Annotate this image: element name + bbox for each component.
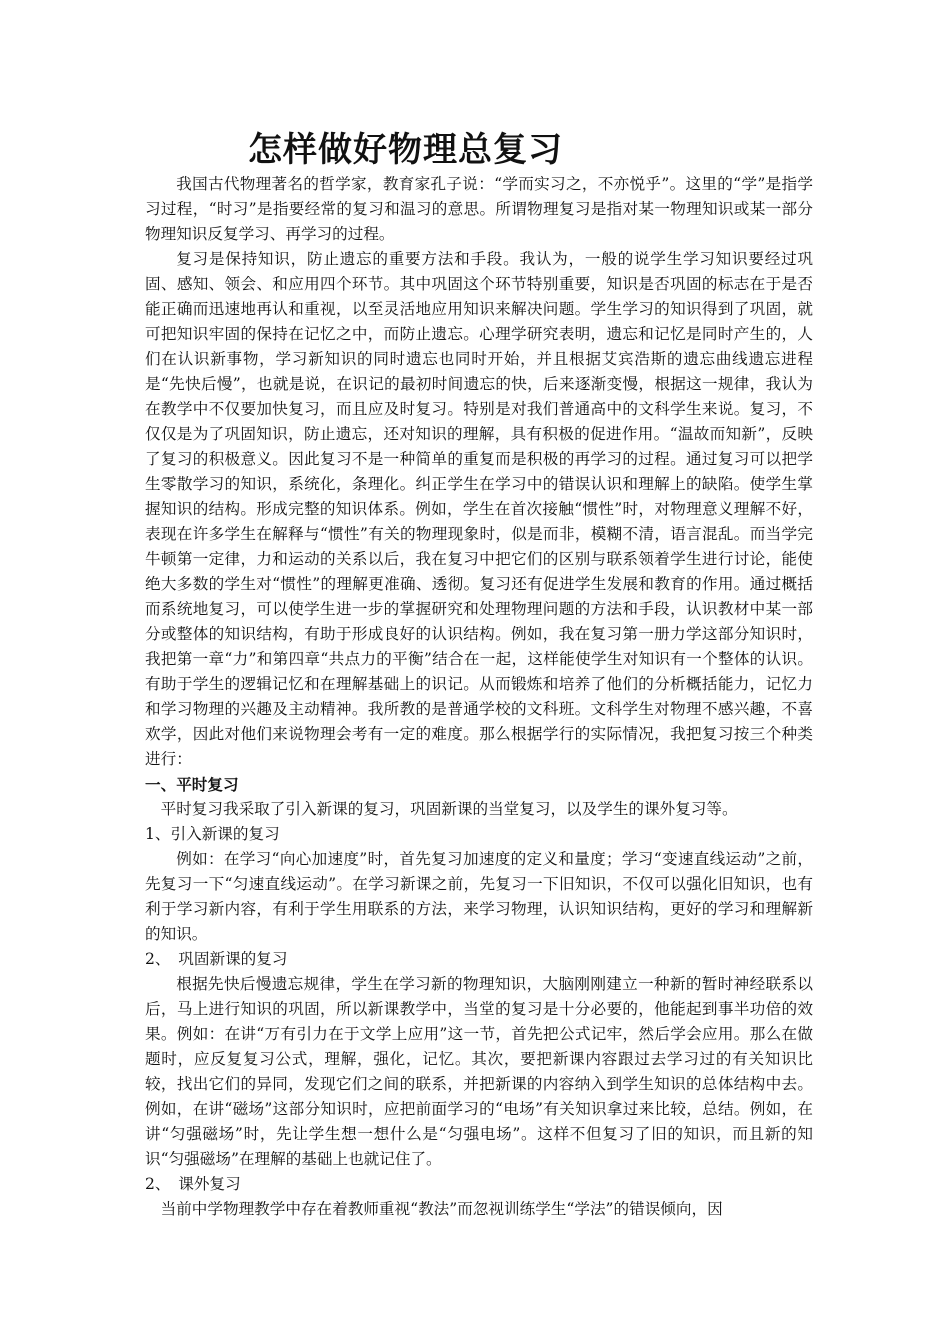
paragraph-consolidate-review: 根据先快后慢遗忘规律，学生在学习新的物理知识，大脑刚刚建立一种新的暂时神经联系以后，马上进行知识的巩固，所以新课教学中，当堂的复习是十分必要的，他能起到事半功倍的效果。例如：在讲“万有引力在于文学上应用”这一节，首先把公式记牢，然后学会应用。那么在做题时，应反复复习公式，理解，强化，记忆。其次，要把新课内容跟过去学习过的有关知识比较，找出它们的异同，发现它们之间的联系，并把新课的内容纳入到学生知识的总体结构中去。例如，在讲“磁场”这部分知识时，应把前面学习的“电场”有关知识拿过来比较，总结。例如，在讲“匀强磁场”时，先让学生想一想什么是“匀强电场”。这样不但复习了旧的知识，而且新的知识“匀强磁场”在理解的基础上也就记住了。: [145, 975, 813, 1168]
document-title: 怎样做好物理总复习: [248, 130, 563, 170]
paragraph-extracurricular-review: 当前中学物理教学中存在着教师重视“教法”而忽视训练学生“学法”的错误倾向，因: [160, 1200, 723, 1218]
paragraph-intro: 我国古代物理著名的哲学家，教育家孔子说：“学而实习之，不亦悦乎”。这里的“学”是指学习过程，“时习”是指要经常的复习和温习的意思。所谓物理复习是指对某一物理知识或某一部分物理知识反复学习、再学习的过程。: [145, 175, 813, 243]
section-heading-regular-review: 一、平时复习: [145, 775, 239, 794]
subheading-consolidate-review: 2、 巩固新课的复习: [145, 950, 288, 968]
document-body: [145, 172, 813, 1222]
paragraph-regular-review: 平时复习我采取了引入新课的复习，巩固新课的当堂复习，以及学生的课外复习等。: [160, 800, 738, 818]
subheading-intro-review: 1、引入新课的复习: [145, 825, 280, 843]
paragraph-intro-review: 例如：在学习“向心加速度”时，首先复习加速度的定义和量度；学习“变速直线运动”之前，先复习一下“匀速直线运动”。在学习新课之前，先复习一下旧知识，不仅可以强化旧知识，也有利于学习新内容，有利于学生用联系的方法，来学习物理，认识知识结构，更好的学习和理解新的知识。: [145, 850, 813, 943]
paragraph-review-importance: 复习是保持知识，防止遗忘的重要方法和手段。我认为，一般的说学生学习知识要经过巩固、感知、领会、和应用四个环节。其中巩固这个环节特别重要，知识是否巩固的标志在于是否能正确而迅速地再认和重视，以至灵活地应用知识来解决问题。学生学习的知识得到了巩固，就可把知识牢固的保持在记忆之中，而防止遗忘。心理学研究表明，遗忘和记忆是同时产生的，人们在认识新事物，学习新知识的同时遗忘也同时开始，并且根据艾宾浩斯的遗忘曲线遗忘进程是“先快后慢”，也就是说，在识记的最初时间遗忘的快，后来逐渐变慢，根据这一规律，我认为在教学中不仅要加快复习，而且应及时复习。特别是对我们普通高中的文科学生来说。复习，不仅仅是为了巩固知识，防止遗忘，还对知识的理解，具有积极的促进作用。“温故而知新”，反映了复习的积极意义。因此复习不是一种简单的重复而是积极的再学习的过程。通过复习可以把学生零散学习的知识，系统化，条理化。纠正学生在学习中的错误认识和理解上的缺陷。使学生掌握知识的结构。形成完整的知识体系。例如，学生在首次接触“惯性”时，对物理意义理解不好，表现在许多学生在解释与“惯性”有关的物理现象时，似是而非，模糊不清，语言混乱。而当学完牛顿第一定律，力和运动的关系以后，我在复习中把它们的区别与联系领着学生进行讨论，能使绝大多数的学生对“惯性”的理解更准确、透彻。复习还有促进学生发展和教育的作用。通过概括而系统地复习，可以使学生进一步的掌握研究和处理物理问题的方法和手段，认识教材中某一部分或整体的知识结构，有助于形成良好的认识结构。例如，我在复习第一册力学这部分知识时，我把第一章“力”和第四章“共点力的平衡”结合在一起，这样能使学生对知识有一个整体的认识。有助于学生的逻辑记忆和在理解基础上的识记。从而锻炼和培养了他们的分析概括能力，记忆力和学习物理的兴趣及主动精神。我所教的是普通学校的文科班。文科学生对物理不感兴趣，不喜欢学，因此对他们来说物理会考有一定的难度。那么根据学行的实际情况，我把复习按三个种类进行：: [145, 250, 813, 768]
subheading-extracurricular-review: 2、 课外复习: [145, 1175, 241, 1193]
